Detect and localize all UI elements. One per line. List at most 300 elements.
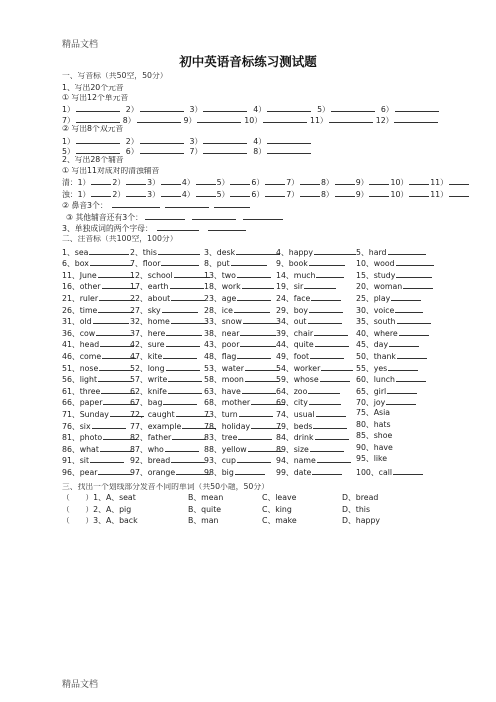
question-row [62, 258, 482, 270]
question-word: 33、snow [204, 317, 242, 327]
answer-blank [403, 281, 433, 289]
question-word: 78、holiday [204, 421, 251, 431]
question-word: 5、hard [356, 247, 387, 257]
answer-blank [165, 444, 199, 452]
item-number: 3） [189, 105, 203, 115]
question-word: 60、lunch [356, 375, 395, 385]
answer-blank [314, 328, 348, 336]
answer-blank [237, 293, 271, 301]
answer-blank [386, 397, 416, 405]
choice-row [62, 517, 482, 529]
answer-blank [331, 104, 375, 112]
question-word: 8、put [204, 259, 230, 269]
blank-row [62, 189, 482, 201]
answer-blank [369, 189, 389, 197]
question-item [130, 444, 200, 454]
question-item [276, 455, 352, 465]
item-number: 浊：1） [62, 189, 91, 199]
answer-blank [238, 432, 272, 440]
question-item [62, 328, 133, 338]
question-item [276, 270, 345, 280]
question-item [62, 421, 127, 431]
item-number: 5） [216, 178, 230, 188]
item-number: 11） [430, 178, 448, 188]
question-item [276, 281, 337, 291]
answer-blank [311, 293, 341, 301]
question-row [62, 270, 482, 282]
question-row [62, 339, 482, 351]
question-item [62, 363, 134, 373]
question-word: 71、Sunday [62, 409, 109, 419]
answer-blank [203, 136, 247, 144]
answer-blank [140, 146, 184, 154]
question-word: 1、sea [62, 247, 89, 257]
question-row [62, 281, 482, 293]
item-number: 6） [251, 189, 265, 199]
question-word: 92、bread [130, 456, 171, 466]
question-item [130, 316, 208, 326]
answer-blank [161, 189, 181, 197]
answer-blank [90, 455, 124, 463]
question-item [204, 374, 280, 384]
question-word: 15、study [356, 270, 396, 280]
answer-blank [240, 328, 276, 336]
question-item [204, 363, 280, 373]
question-item [130, 247, 201, 257]
question-item [204, 386, 277, 396]
question-row [62, 316, 482, 328]
question-word: 38、near [204, 328, 240, 338]
question-item [276, 386, 341, 396]
question-item [276, 432, 350, 442]
question-item [62, 316, 130, 326]
answer-blank [387, 386, 417, 394]
question-word: 16、other [62, 282, 101, 292]
item-number: 8） [253, 146, 267, 156]
question-item [62, 374, 133, 384]
answer-blank [310, 351, 344, 359]
answer-blank [91, 177, 111, 185]
choice-row [62, 494, 482, 506]
question-word: 56、light [62, 375, 97, 385]
question-item [204, 351, 272, 361]
blank-row [62, 115, 482, 125]
other-row [62, 212, 482, 224]
question-word: 46、come [62, 352, 102, 362]
answer-blank [265, 177, 285, 185]
question-item [62, 351, 137, 361]
question-word: 10、wood [356, 259, 395, 269]
choice-option: D、happy [342, 517, 381, 526]
question-item [276, 467, 343, 477]
question-word: 54、worker [276, 363, 321, 373]
question-word: 64、zoo [276, 386, 308, 396]
answer-blank [396, 374, 426, 382]
answer-blank [310, 444, 344, 452]
question-item [204, 258, 268, 268]
question-item [204, 305, 271, 315]
question-item [356, 247, 427, 257]
question-word: 99、date [276, 467, 312, 477]
question-item [62, 386, 136, 396]
item-number: 10） [244, 115, 263, 125]
answer-blank [235, 467, 265, 475]
question-word: 43、poor [204, 340, 240, 350]
question-word: 32、home [130, 317, 170, 327]
item-number: 2） [125, 136, 139, 146]
question-word: 84、drink [276, 433, 314, 443]
question-word: 19、sir [276, 282, 304, 292]
choice-option: （ ）1、A、seat [62, 494, 136, 503]
answer-blank [300, 189, 320, 197]
question-row [62, 397, 482, 409]
answer-blank [316, 409, 346, 417]
item-number: 1） [62, 105, 75, 115]
answer-blank [76, 104, 120, 112]
answer-blank [314, 247, 356, 255]
answer-blank [231, 258, 267, 266]
question-word: 25、play [356, 294, 391, 304]
blank-row [62, 146, 482, 156]
question-item [130, 258, 200, 268]
question-word: 67、bag [130, 398, 163, 408]
question-word: 77、example [130, 421, 182, 431]
question-word: 70、joy [356, 398, 386, 408]
answer-blank [309, 305, 343, 313]
question-word: 81、photo [62, 433, 103, 443]
question-item [62, 293, 136, 303]
question-word: 94、name [276, 456, 316, 466]
answer-blank [203, 104, 247, 112]
answer-blank [409, 177, 429, 185]
question-item [204, 432, 273, 442]
question-item [130, 363, 201, 373]
item-number: 4） [253, 136, 267, 146]
question-item [62, 432, 138, 442]
answer-blank [90, 258, 132, 266]
answer-blank [170, 281, 204, 289]
question-word: 59、whose [276, 375, 319, 385]
answer-blank [242, 281, 274, 289]
question-row [62, 305, 482, 317]
question-item [62, 455, 125, 465]
question-word: 48、flag [204, 352, 237, 362]
question-row [62, 293, 482, 305]
choice-option: B、quite [188, 505, 222, 514]
question-item [130, 386, 203, 396]
question-word: 36、cow [62, 328, 96, 338]
choice-option: （ ）2、A、pig [62, 505, 132, 514]
question-row [62, 409, 482, 421]
answer-blank [245, 374, 279, 382]
question-item [356, 455, 387, 463]
answer-blank [315, 432, 349, 440]
item-number: 2） [112, 189, 126, 199]
item-number: 9） [183, 115, 197, 125]
question-word: 2、this [130, 247, 157, 257]
answer-blank [99, 363, 133, 371]
section-1-heading: 一、写音标（共50空，50分） [62, 72, 168, 80]
question-item [276, 374, 351, 384]
answer-blank [163, 397, 197, 405]
question-row [62, 432, 482, 444]
question-row [62, 467, 482, 479]
answer-blank [308, 386, 340, 394]
item-number: 10） [390, 189, 409, 199]
nasal-label: ② 鼻音3个： [62, 201, 108, 211]
blank-row [62, 104, 482, 114]
answer-blank [335, 177, 355, 185]
question-item [204, 467, 266, 477]
question-word: 49、foot [276, 352, 310, 362]
answer-blank [162, 305, 198, 313]
question-item [130, 432, 207, 442]
item-number: 11） [310, 115, 328, 125]
question-row [62, 328, 482, 340]
answer-blank [126, 177, 146, 185]
sub-heading-2: ② 写出8个双元音 [62, 125, 124, 134]
question-word: 12、school [130, 270, 173, 280]
item-number: 4） [253, 105, 267, 115]
answer-blank [396, 270, 432, 278]
question-word: 98、big [204, 467, 234, 477]
question-item [62, 281, 137, 291]
choice-option: （ ）3、A、back [62, 517, 138, 526]
choice-row [62, 506, 482, 518]
question-word: 80、hats [356, 420, 391, 429]
answer-blank [237, 455, 271, 463]
question-word: 89、size [276, 444, 309, 454]
question-word: 50、thank [356, 352, 396, 362]
question-word: 63、have [204, 386, 241, 396]
answer-blank [335, 189, 355, 197]
question-item [356, 409, 390, 417]
item-number: 5） [62, 146, 75, 156]
question-word: 90、have [356, 443, 393, 452]
question-word: 11、June [62, 270, 97, 280]
letters-row [62, 223, 482, 235]
question-item [356, 258, 435, 268]
answer-blank [320, 374, 350, 382]
question-item [130, 281, 205, 291]
blank-row [62, 136, 482, 146]
question-word: 20、woman [356, 282, 403, 292]
question-item [276, 339, 350, 349]
question-item [62, 339, 135, 349]
answer-blank [168, 386, 202, 394]
question-item [276, 258, 346, 268]
answer-blank [396, 258, 434, 266]
question-word: 18、work [204, 282, 241, 292]
question-word: 52、long [130, 363, 165, 373]
question-row [62, 363, 482, 375]
question-row [62, 455, 482, 467]
question-item [356, 328, 430, 338]
choice-option: B、man [188, 517, 219, 526]
question-word: 39、chair [276, 328, 314, 338]
question-word: 96、pear [62, 467, 98, 477]
question-word: 47、kite [130, 352, 163, 362]
question-word: 88、yellow [204, 444, 247, 454]
answer-blank [399, 328, 429, 336]
answer-blank [329, 115, 373, 123]
question-row [62, 374, 482, 386]
answer-blank [369, 177, 389, 185]
question-word: 69、city [276, 398, 308, 408]
answer-blank [394, 115, 438, 123]
answer-blank [321, 363, 353, 371]
item-number: 4） [181, 189, 195, 199]
other-label: ③ 其他辅音还有3个： [66, 212, 143, 222]
item-number: 7） [286, 178, 299, 188]
item-number: 清：1） [62, 178, 91, 188]
question-word: 24、face [276, 294, 311, 304]
answer-blank [140, 136, 184, 144]
answer-blank [309, 258, 345, 266]
question-item [276, 328, 349, 338]
question-item [130, 270, 211, 280]
nasal-row [62, 200, 482, 212]
answer-blank [240, 339, 276, 347]
answer-blank [163, 351, 197, 359]
question-item [130, 328, 203, 338]
question-word: 37、here [130, 328, 166, 338]
answer-blank [245, 363, 279, 371]
answer-blank [76, 136, 120, 144]
question-item [204, 397, 286, 407]
question-word: 68、mother [204, 398, 251, 408]
question-word: 7、floor [130, 259, 161, 269]
question-item [356, 421, 391, 429]
question-item [130, 293, 206, 303]
section-3-heading: 三、找出一个划线部分发音不同的单词（共50小题，50分） [62, 482, 269, 491]
section-3-rows [62, 494, 482, 529]
question-word: 42、sure [130, 340, 165, 350]
question-item [130, 374, 203, 384]
question-item [204, 444, 283, 454]
question-word: 73、turn [204, 409, 238, 419]
question-row [62, 351, 482, 363]
item-number: 4） [181, 178, 195, 188]
answer-blank [166, 339, 200, 347]
footer-label: 精品文档 [62, 680, 99, 690]
question-item [276, 397, 342, 407]
question-word: 41、head [62, 340, 100, 350]
question-item [356, 467, 424, 477]
answer-blank [237, 270, 271, 278]
choice-option: B、mean [188, 494, 224, 503]
question-word: 3、desk [204, 247, 236, 257]
answer-blank [230, 189, 250, 197]
item-number: 8） [320, 178, 334, 188]
question-item [130, 409, 211, 419]
question-word: 91、sit [62, 456, 90, 466]
question-item [356, 363, 419, 373]
question-item [276, 444, 345, 454]
question-item [130, 455, 206, 465]
question-item [276, 409, 347, 419]
question-item [204, 270, 272, 280]
question-word: 74、usual [276, 409, 315, 419]
answer-blank [263, 115, 307, 123]
answer-blank [98, 467, 132, 475]
question-word: 87、who [130, 444, 164, 454]
answer-blank [171, 293, 205, 301]
answer-blank [161, 258, 199, 266]
question-word: 85、shoe [356, 432, 393, 441]
item-number: 10） [390, 178, 409, 188]
answer-blank [91, 189, 111, 197]
answer-blank [388, 363, 418, 371]
question-item [276, 351, 345, 361]
question-item [62, 397, 138, 407]
question-word: 13、two [204, 270, 236, 280]
answer-blank [100, 444, 134, 452]
sub-heading-1: ① 写出12个单元音 [62, 93, 129, 102]
answer-blank [239, 409, 273, 417]
answer-blank [171, 455, 205, 463]
question-word: 95、like [356, 455, 388, 464]
item-number: 8） [122, 115, 136, 125]
blank-row [62, 177, 482, 189]
question-item [62, 305, 135, 315]
question-row [62, 386, 482, 398]
answer-blank [161, 177, 181, 185]
question-word: 82、father [130, 433, 172, 443]
question-item [130, 351, 198, 361]
choice-option: D、bread [342, 494, 379, 503]
answer-blank [166, 363, 200, 371]
question-item [356, 293, 422, 303]
answer-blank [234, 305, 270, 313]
answer-blank [98, 270, 134, 278]
question-item [276, 247, 357, 257]
answer-blank [395, 305, 423, 313]
item-number: 12） [375, 115, 394, 125]
question-item [204, 409, 274, 419]
item-number: 6） [380, 105, 394, 115]
question-row [62, 247, 482, 259]
question-item [356, 270, 433, 280]
answer-blank [397, 351, 427, 359]
question-item [356, 281, 434, 291]
question-item [356, 316, 432, 326]
question-item [356, 397, 417, 407]
answer-blank [96, 328, 132, 336]
question-word: 65、girl [356, 386, 387, 396]
content [62, 72, 482, 529]
item-number: 2） [112, 178, 126, 188]
answer-blank [236, 247, 280, 255]
question-item [130, 339, 201, 349]
question-item [62, 258, 133, 268]
question-word: 51、nose [62, 363, 99, 373]
question-item [356, 351, 428, 361]
item-number: 7） [286, 189, 299, 199]
question-word: 93、cup [204, 456, 236, 466]
answer-blank [76, 146, 120, 154]
answer-blank [300, 177, 320, 185]
item-number: 9） [355, 189, 369, 199]
answer-blank [304, 281, 336, 289]
answer-blank [93, 316, 129, 324]
item-number: 5） [216, 189, 230, 199]
item-number: 7） [189, 146, 203, 156]
question-word: 35、south [356, 317, 396, 327]
question-item [204, 339, 277, 349]
answer-blank [197, 115, 241, 123]
answer-blank [267, 146, 311, 154]
